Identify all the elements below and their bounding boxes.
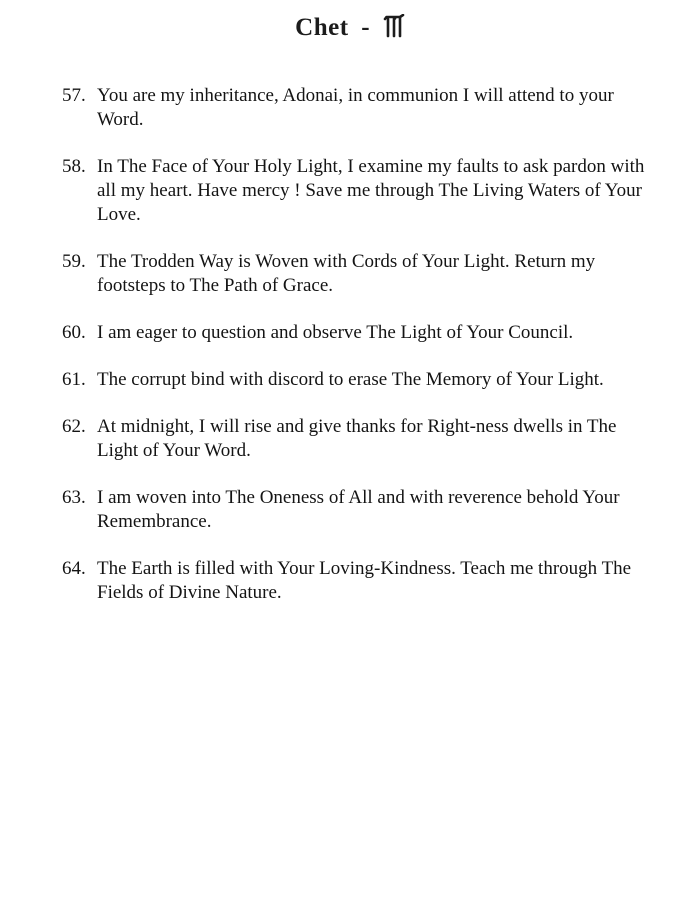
verse-item <box>62 84 652 132</box>
hebrew-letter-chet-icon <box>383 14 405 38</box>
verse-number: 61. <box>62 369 86 390</box>
verse-text: The Trodden Way is Woven with Cords of Your Light. Return my footsteps to The Path of Grace. <box>97 251 596 296</box>
title-text: Chet <box>295 14 349 41</box>
verse-item <box>62 368 652 392</box>
verse-item <box>62 250 652 298</box>
verse-text: I am woven into The Oneness of All and with reverence behold Your Remembrance. <box>97 487 620 532</box>
title-separator: - <box>361 14 371 41</box>
verse-number: 57. <box>62 85 86 106</box>
verse-text: You are my inheritance, Adonai, in communion I will attend to your Word. <box>97 85 614 130</box>
verse-text: The Earth is filled with Your Loving-Kindness. Teach me through The Fields of Divine Nature. <box>97 558 632 603</box>
page-title <box>0 14 700 42</box>
verse-text: In The Face of Your Holy Light, I examine my faults to ask pardon with all my heart. Have mercy ! Save me through The Living Waters of Your Love. <box>97 156 645 225</box>
verse-text: I am eager to question and observe The Light of Your Council. <box>97 322 574 343</box>
verse-number: 62. <box>62 416 86 437</box>
verse-text: The corrupt bind with discord to erase The Memory of Your Light. <box>97 369 604 390</box>
verse-number: 64. <box>62 558 86 579</box>
verse-item <box>62 155 652 227</box>
verse-number: 60. <box>62 322 86 343</box>
verse-number: 63. <box>62 487 86 508</box>
verse-item <box>62 486 652 534</box>
verse-number: 58. <box>62 156 86 177</box>
verse-list <box>62 84 652 628</box>
verse-item <box>62 557 652 605</box>
verse-item <box>62 321 652 345</box>
verse-number: 59. <box>62 251 86 272</box>
verse-text: At midnight, I will rise and give thanks for Right-ness dwells in The Light of Your Word. <box>97 416 617 461</box>
verse-item <box>62 415 652 463</box>
